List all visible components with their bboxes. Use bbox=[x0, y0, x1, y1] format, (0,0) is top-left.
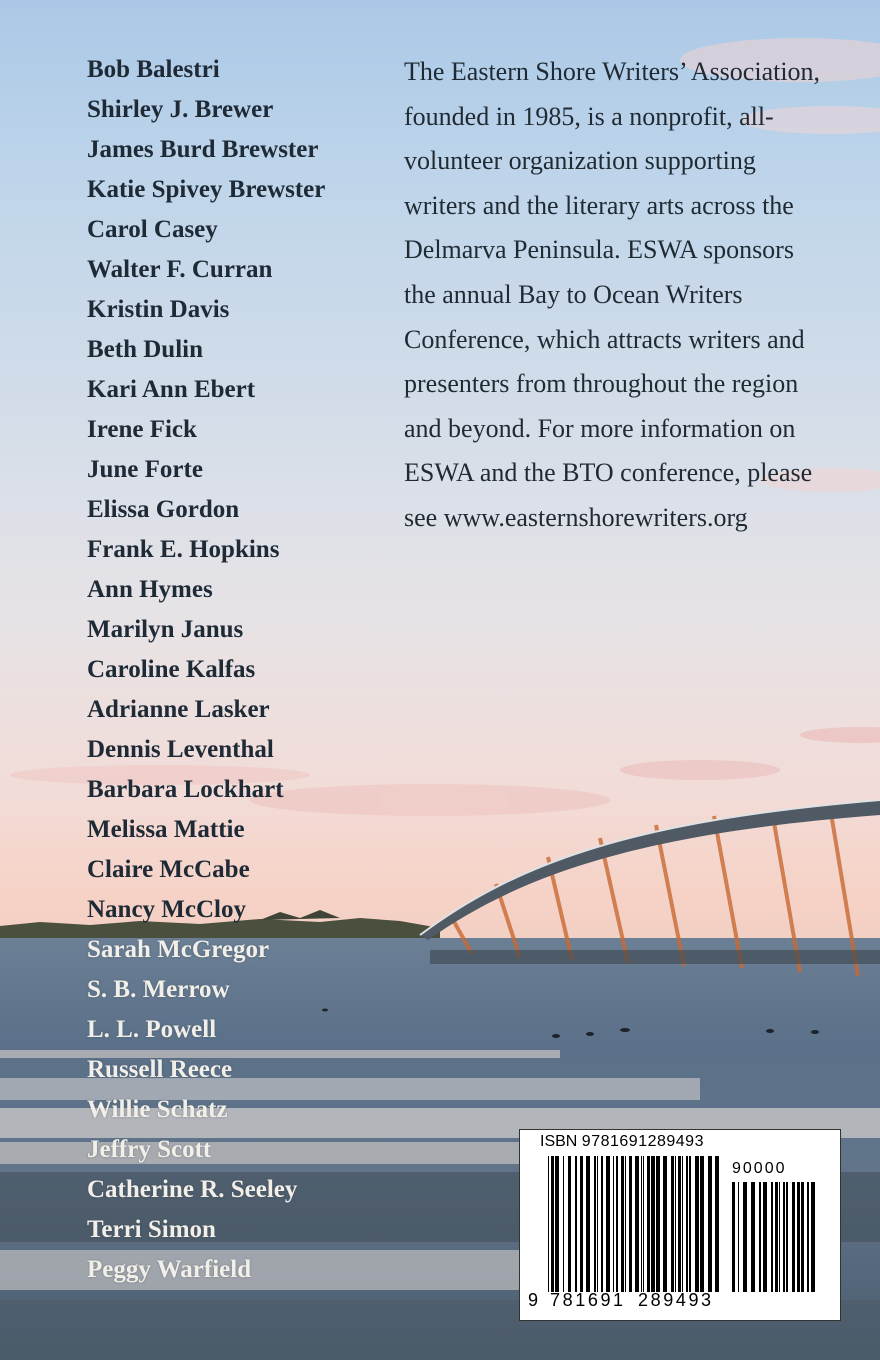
author-name: Barbara Lockhart bbox=[87, 776, 284, 803]
barcode-bar bbox=[801, 1182, 804, 1292]
author-name: Catherine R. Seeley bbox=[87, 1176, 298, 1203]
author-name: Nancy McCloy bbox=[87, 896, 246, 923]
barcode-digits-left: 781691 bbox=[550, 1290, 626, 1310]
author-name: L. L. Powell bbox=[87, 1016, 217, 1043]
barcode-bar bbox=[700, 1156, 704, 1292]
author-name: Bob Balestri bbox=[87, 56, 220, 83]
barcode-bar bbox=[689, 1156, 691, 1292]
author-name: Kristin Davis bbox=[87, 296, 230, 323]
author-name: Ann Hymes bbox=[87, 576, 213, 603]
barcode-bar bbox=[675, 1156, 676, 1292]
author-name: Melissa Mattie bbox=[87, 816, 245, 843]
barcode-bar bbox=[715, 1156, 719, 1292]
barcode-bar bbox=[555, 1156, 559, 1292]
author-name: S. B. Merrow bbox=[87, 976, 230, 1003]
barcode-bar bbox=[708, 1156, 712, 1292]
author-name: Terri Simon bbox=[87, 1216, 216, 1243]
bridge bbox=[420, 800, 880, 978]
barcode-bar bbox=[656, 1156, 660, 1292]
barcode-bar bbox=[629, 1156, 632, 1292]
author-name: Claire McCabe bbox=[87, 856, 250, 883]
barcode-bar bbox=[651, 1156, 655, 1292]
barcode-bar bbox=[811, 1182, 815, 1292]
barcode-bar bbox=[807, 1182, 809, 1292]
author-name: Jeffry Scott bbox=[87, 1136, 212, 1163]
barcode-bar bbox=[606, 1156, 610, 1292]
barcode-bar bbox=[759, 1182, 761, 1292]
barcode-bar bbox=[641, 1156, 642, 1292]
barcode-bar bbox=[682, 1156, 683, 1292]
author-name: Dennis Leventhal bbox=[87, 736, 274, 763]
author-name: June Forte bbox=[87, 456, 203, 483]
barcode-bar bbox=[548, 1156, 549, 1292]
author-name: Carol Casey bbox=[87, 216, 218, 243]
barcode-bar bbox=[601, 1156, 603, 1292]
barcode-bar bbox=[647, 1156, 650, 1292]
barcode-bar bbox=[580, 1156, 583, 1292]
barcode-bar bbox=[586, 1156, 590, 1292]
author-name: Willie Schatz bbox=[87, 1096, 228, 1123]
barcode-bar bbox=[738, 1182, 739, 1292]
author-name: Peggy Warfield bbox=[87, 1256, 252, 1283]
author-name: Elissa Gordon bbox=[87, 496, 240, 523]
price-addon: 90000 bbox=[732, 1160, 787, 1177]
barcode-bar bbox=[625, 1156, 626, 1292]
author-name: Kari Ann Ebert bbox=[87, 376, 256, 403]
barcode-bar bbox=[575, 1156, 577, 1292]
author-name: Caroline Kalfas bbox=[87, 656, 256, 683]
isbn-number: 9781691289493 bbox=[581, 1133, 704, 1150]
author-name: Adrianne Lasker bbox=[87, 696, 270, 723]
author-name: Beth Dulin bbox=[87, 336, 204, 363]
barcode-digit-lead: 9 bbox=[528, 1290, 541, 1310]
barcode-bar bbox=[621, 1156, 624, 1292]
barcode-bar bbox=[671, 1156, 674, 1292]
barcode-bar bbox=[594, 1156, 596, 1292]
isbn-label: ISBN bbox=[540, 1133, 578, 1150]
author-name: James Burd Brewster bbox=[87, 136, 319, 163]
barcode-bar bbox=[732, 1182, 735, 1292]
barcode-bar bbox=[792, 1182, 795, 1292]
author-name: Russell Reece bbox=[87, 1056, 233, 1083]
barcode-bar bbox=[635, 1156, 639, 1292]
author-list bbox=[87, 50, 325, 1290]
barcode-bar bbox=[695, 1156, 699, 1292]
isbn-barcode bbox=[519, 1129, 841, 1321]
author-name: Marilyn Janus bbox=[87, 616, 244, 643]
author-name: Katie Spivey Brewster bbox=[87, 176, 326, 203]
barcode-bar bbox=[568, 1156, 571, 1292]
barcode-bar bbox=[763, 1182, 767, 1292]
barcode-bar bbox=[563, 1156, 564, 1292]
barcode-bar bbox=[797, 1182, 800, 1292]
barcode-bar bbox=[771, 1182, 773, 1292]
author-name: Walter F. Curran bbox=[87, 256, 273, 283]
barcode-bar bbox=[686, 1156, 688, 1292]
barcode-bar bbox=[597, 1156, 598, 1292]
barcode-bar bbox=[643, 1156, 644, 1292]
author-name: Frank E. Hopkins bbox=[87, 536, 280, 563]
barcode-bar bbox=[779, 1182, 780, 1292]
barcode-bar bbox=[743, 1182, 747, 1292]
barcode-bar bbox=[786, 1182, 788, 1292]
barcode-bar bbox=[663, 1156, 667, 1292]
association-blurb: The Eastern Shore Writers’ Association, founded in 1985, is a nonprofit, all-volunteer organization supporting writers and the literary arts across the Delmarva Peninsula. ESWA sponsors the annual Bay to Ocean Writers Conference, which attracts writers and presenters from throughout the region and beyond. For more information on ESWA and the BTO conference, please see www.easternshorewriters.org bbox=[404, 57, 821, 532]
barcode-bar bbox=[751, 1182, 755, 1292]
barcode-bar bbox=[616, 1156, 618, 1292]
barcode-bar bbox=[775, 1182, 778, 1292]
author-name: Sarah McGregor bbox=[87, 936, 270, 963]
barcode-digits-right: 289493 bbox=[638, 1290, 714, 1310]
barcode-bar bbox=[613, 1156, 614, 1292]
author-name: Irene Fick bbox=[87, 416, 197, 443]
isbn-text bbox=[540, 1133, 704, 1151]
barcode-bar bbox=[551, 1156, 554, 1292]
author-name: Shirley J. Brewer bbox=[87, 96, 274, 123]
barcode-bar bbox=[678, 1156, 681, 1292]
barcode-bar bbox=[783, 1182, 785, 1292]
